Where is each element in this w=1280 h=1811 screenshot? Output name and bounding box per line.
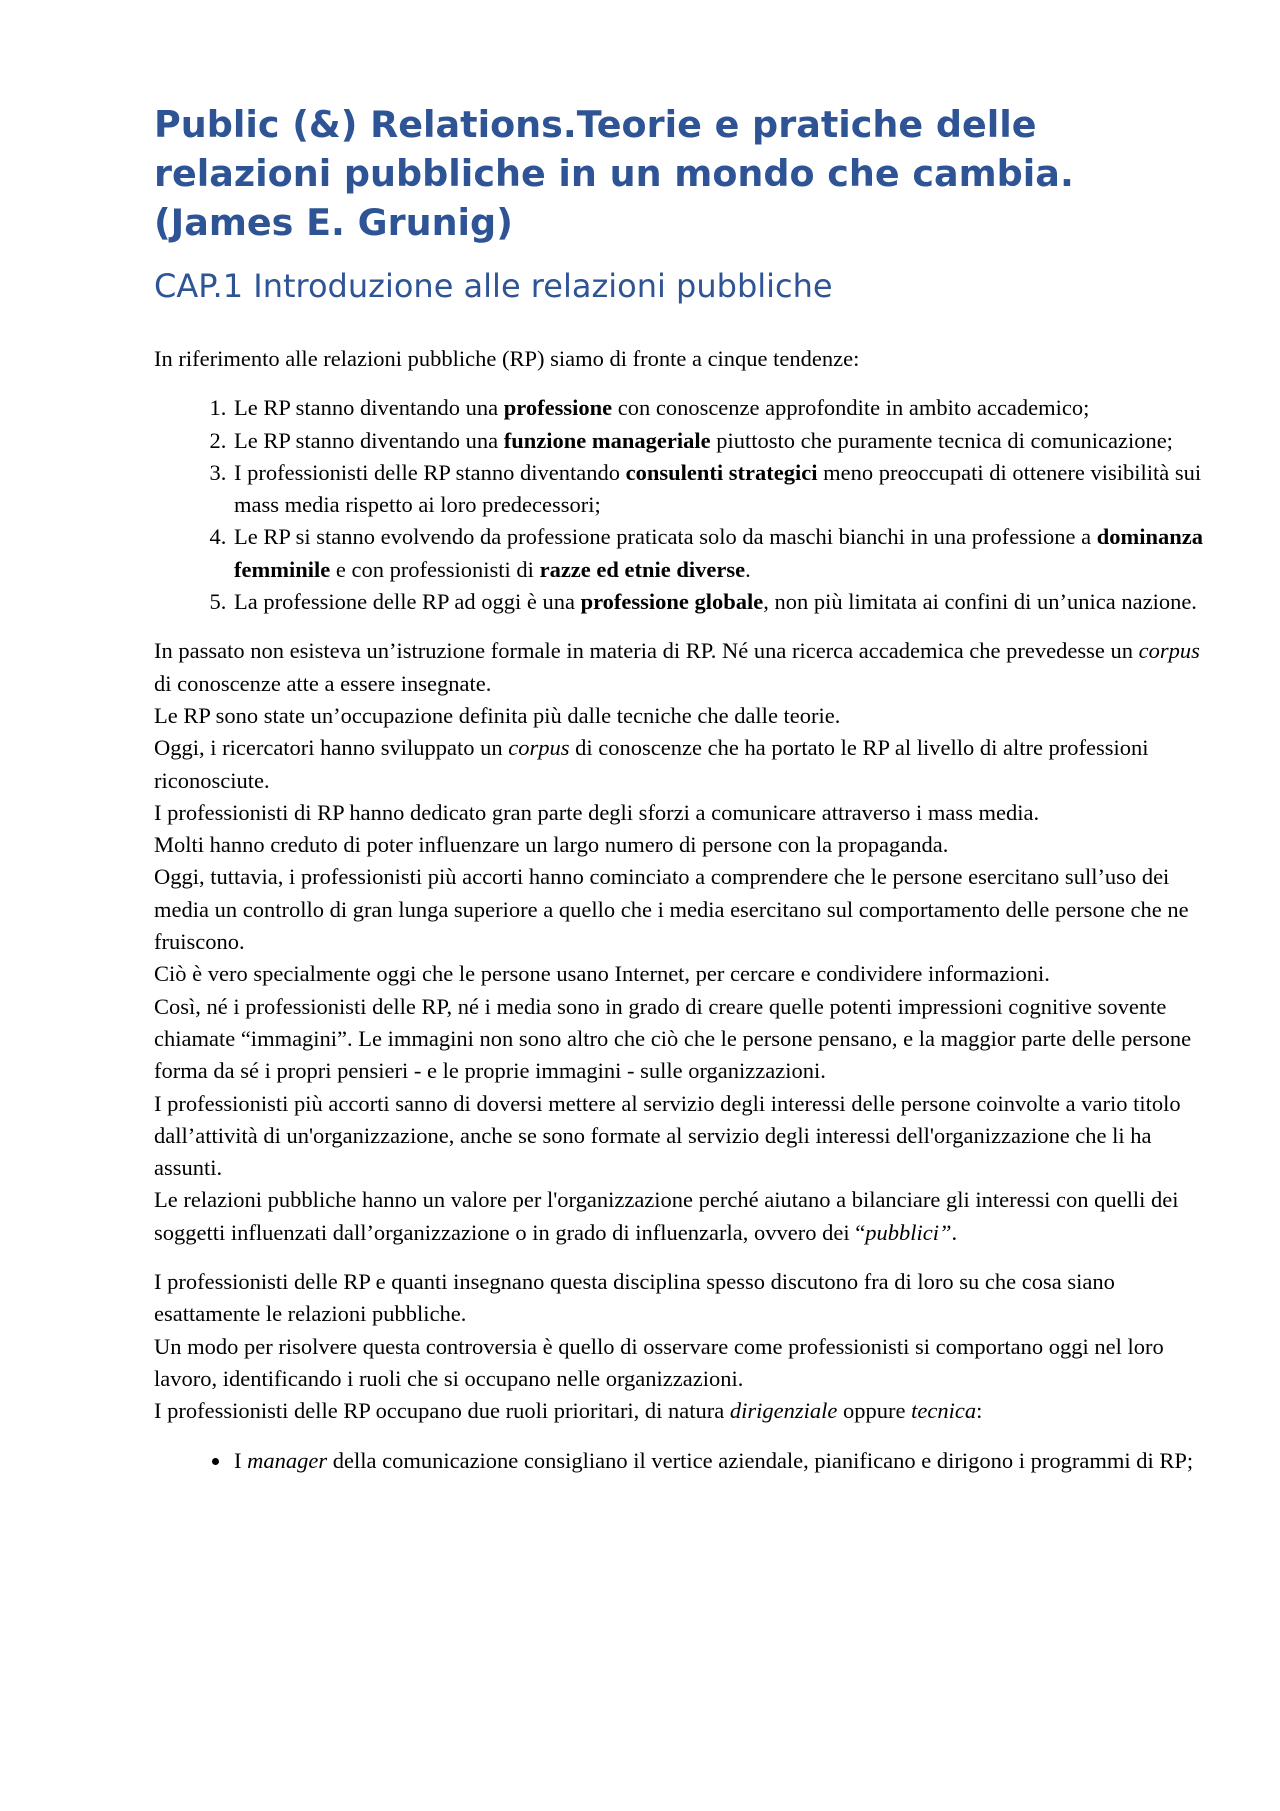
paragraph: Un modo per risolvere questa controversia è quello di osservare come professionisti si comportano oggi nel loro lavoro, identificando i ruoli che si occupano nelle organizzazioni. xyxy=(154,1333,1164,1391)
document-title: Public (&) Relations.Teorie e pratiche delle relazioni pubbliche in un mondo che cambia. (James E. Grunig) xyxy=(154,103,1074,244)
list-item: 4. Le RP si stanno evolvendo da professione praticata solo da maschi bianchi in una professione a dominanza femminile e con professionisti di razze ed etnie diverse. xyxy=(232,521,1214,586)
paragraph: Le RP sono state un’occupazione definita più dalle tecniche che dalle teorie. xyxy=(154,702,841,728)
paragraph-block-2 xyxy=(154,1266,1214,1427)
paragraph: Le relazioni pubbliche hanno un valore per l'organizzazione perché aiutano a bilanciare gli interessi con quelli dei soggetti influenzati dall’organizzazione o in grado di influenzarla, ovvero dei “pubblici”. xyxy=(154,1187,1179,1245)
paragraph: Ciò è vero specialmente oggi che le persone usano Internet, per cercare e condividere informazioni. xyxy=(154,961,1050,987)
paragraph: Oggi, tuttavia, i professionisti più accorti hanno cominciato a comprendere che le persone esercitano sull’uso dei media un controllo di gran lunga superiore a quello che i media esercitano sul comportamento delle persone che ne fruiscono. xyxy=(154,864,1189,955)
paragraph: Così, né i professionisti delle RP, né i media sono in grado di creare quelle potenti impressioni cognitive sovente chiamate “immagini”. Le immagini non sono altro che ciò che le persone pensano, e la maggior parte delle persone forma da sé i propri pensieri - e le proprie immagini - sulle organizzazioni. xyxy=(154,993,1192,1084)
list-item: 2. Le RP stanno diventando una funzione manageriale piuttosto che puramente tecnica di comunicazione; xyxy=(232,425,1214,457)
intro-paragraph: In riferimento alle relazioni pubbliche (RP) siamo di fronte a cinque tendenze: xyxy=(154,346,860,371)
paragraph: I professionisti delle RP occupano due ruoli prioritari, di natura dirigenziale oppure tecnica: xyxy=(154,1398,983,1424)
roles-list xyxy=(154,1445,1214,1477)
paragraph: I professionisti di RP hanno dedicato gran parte degli sforzi a comunicare attraverso i mass media. xyxy=(154,799,1040,825)
paragraph: Oggi, i ricercatori hanno sviluppato un corpus di conoscenze che ha portato le RP al livello di altre professioni riconosciute. xyxy=(154,735,1149,793)
paragraph-block-1 xyxy=(154,635,1214,1249)
paragraph: I professionisti delle RP e quanti insegnano questa disciplina spesso discutono fra di loro su che cosa siano esattamente le relazioni pubbliche. xyxy=(154,1269,1115,1327)
trends-list xyxy=(154,392,1214,618)
paragraph: Molti hanno creduto di poter influenzare un largo numero di persone con la propaganda. xyxy=(154,832,949,858)
chapter-heading: CAP.1 Introduzione alle relazioni pubbliche xyxy=(154,267,833,305)
list-item: 3. I professionisti delle RP stanno diventando consulenti strategici meno preoccupati di ottenere visibilità sui mass media rispetto ai loro predecessori; xyxy=(232,457,1214,522)
list-item: 1. Le RP stanno diventando una professione con conoscenze approfondite in ambito accademico; xyxy=(232,392,1214,424)
paragraph: In passato non esisteva un’istruzione formale in materia di RP. Né una ricerca accademica che prevedesse un corpus di conoscenze atte a essere insegnate. xyxy=(154,638,1200,696)
document-body xyxy=(154,100,1214,1477)
list-item: 5. La professione delle RP ad oggi è una professione globale, non più limitata ai confini di un’unica nazione. xyxy=(232,586,1214,618)
list-item: • I manager della comunicazione consigliano il vertice aziendale, pianificano e dirigono i programmi di RP; xyxy=(232,1445,1214,1477)
paragraph: I professionisti più accorti sanno di doversi mettere al servizio degli interessi delle persone coinvolte a vario titolo dall’attività di un'organizzazione, anche se sono formate al servizio degli interessi dell'organizzazione che li ha assunti. xyxy=(154,1090,1181,1181)
